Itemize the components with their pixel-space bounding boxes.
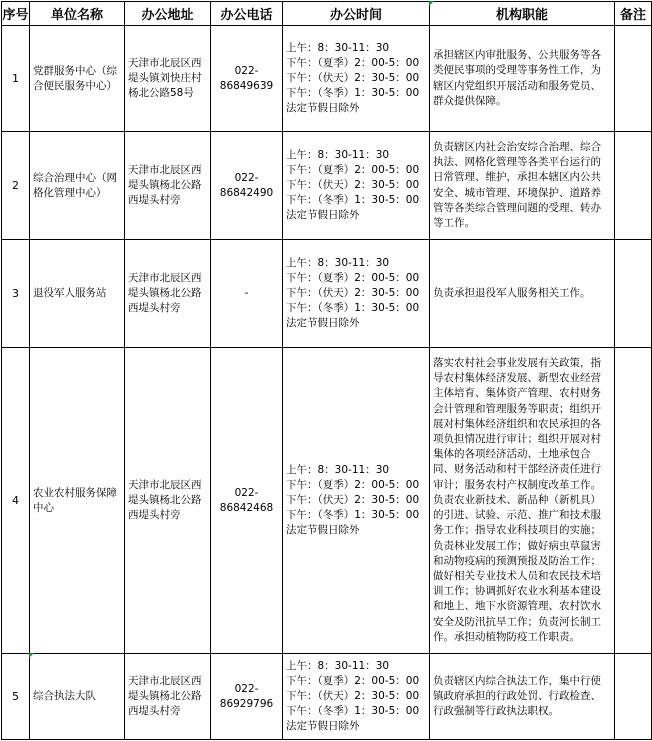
hours-line: 下午：（冬季）1：30-5：00 bbox=[286, 194, 420, 206]
row-remark bbox=[615, 654, 652, 740]
row-phone: - bbox=[211, 240, 283, 348]
hours-line: 下午：（夏季）2：00-5：00 bbox=[286, 57, 420, 69]
hours-line: 下午：（冬季）1：30-5：00 bbox=[286, 87, 420, 99]
row-function: 承担辖区内审批服务、公共服务等各类便民事项的受理等事务性工作，为辖区内党组织开展活动和服务党员、群众提供保障。 bbox=[430, 26, 615, 132]
row-phone: 022-86929796 bbox=[211, 654, 283, 740]
row-phone: 022-86842468 bbox=[211, 348, 283, 654]
header-function: 机构职能 bbox=[430, 2, 615, 26]
row-unit-name: 党群服务中心（综合便民服务中心） bbox=[30, 26, 125, 132]
row-num: 2 bbox=[2, 132, 30, 240]
hours-line: 上午：8：30-11：30 bbox=[286, 149, 390, 161]
row-remark bbox=[615, 348, 652, 654]
row-address: 天津市北辰区西堤头镇杨北公路西堤头村旁 bbox=[125, 654, 211, 740]
header-hours: 办公时间 bbox=[283, 2, 430, 26]
row-num: 1 bbox=[2, 26, 30, 132]
hours-line: 下午：（冬季）1：30-5：00 bbox=[286, 302, 420, 314]
hours-line: 下午：（冬季）1：30-5：00 bbox=[286, 705, 420, 717]
row-hours bbox=[283, 240, 430, 348]
row-phone: 022-86842490 bbox=[211, 132, 283, 240]
hours-line: 下午：（夏季）2：00-5：00 bbox=[286, 272, 420, 284]
header-remark: 备注 bbox=[615, 2, 652, 26]
header-row bbox=[2, 2, 652, 26]
hours-line: 下午：（伏天）2：30-5：00 bbox=[286, 690, 420, 702]
row-address: 天津市北辰区西堤头镇杨北公路西堤头村旁 bbox=[125, 240, 211, 348]
table-row bbox=[2, 348, 652, 654]
table-row bbox=[2, 26, 652, 132]
hours-line: 上午：8：30-11：30 bbox=[286, 42, 390, 54]
hours-line: 下午：（夏季）2：00-5：00 bbox=[286, 479, 420, 491]
header-phone: 办公电话 bbox=[211, 2, 283, 26]
hours-line: 下午：（伏天）2：30-5：00 bbox=[286, 494, 420, 506]
hours-line: 下午：（伏天）2：30-5：00 bbox=[286, 179, 420, 191]
header-num: 序号 bbox=[2, 2, 30, 26]
hours-line: 上午：8：30-11：30 bbox=[286, 257, 390, 269]
row-address: 天津市北辰区西堤头镇刘快庄村杨北公路58号 bbox=[125, 26, 211, 132]
hours-line: 下午：（伏天）2：30-5：00 bbox=[286, 72, 420, 84]
table-row bbox=[2, 240, 652, 348]
hours-line: 下午：（冬季）1：30-5：00 bbox=[286, 509, 420, 521]
hours-line: 下午：（夏季）2：00-5：00 bbox=[286, 164, 420, 176]
row-address: 天津市北辰区西堤头镇杨北公路西堤头村旁 bbox=[125, 348, 211, 654]
row-hours bbox=[283, 348, 430, 654]
header-address: 办公地址 bbox=[125, 2, 211, 26]
row-unit-name: 退役军人服务站 bbox=[30, 240, 125, 348]
row-unit-name: 综合治理中心（网格化管理中心） bbox=[30, 132, 125, 240]
row-remark bbox=[615, 132, 652, 240]
row-hours bbox=[283, 654, 430, 740]
row-remark bbox=[615, 26, 652, 132]
hours-line: 法定节假日除外 bbox=[286, 102, 360, 114]
row-function: 负责承担退役军人服务相关工作。 bbox=[430, 240, 615, 348]
row-remark bbox=[615, 240, 652, 348]
hours-line: 上午：8：30-11：30 bbox=[286, 464, 390, 476]
hours-line: 法定节假日除外 bbox=[286, 209, 360, 221]
hours-line: 法定节假日除外 bbox=[286, 317, 360, 329]
row-function: 负责辖区内综合执法工作，集中行使镇政府承担的行政处罚、行政检查、行政强制等行政执法职权。 bbox=[430, 654, 615, 740]
table-row bbox=[2, 132, 652, 240]
hours-line: 上午：8：30-11：30 bbox=[286, 660, 390, 672]
office-directory-table bbox=[1, 1, 652, 740]
row-function: 负责辖区内社会治安综合治理、综合执法、网格化管理等各类平台运行的日常管理、维护，承担本辖区内公共安全、城市管理、环境保护、道路养管等各类综合管理问题的受理、转办等工作。 bbox=[430, 132, 615, 240]
header-name: 单位名称 bbox=[30, 2, 125, 26]
row-function: 落实农村社会事业发展有关政策，指导农村集体经济发展、新型农业经营主体培育、集体资产管理、农村财务会计管理和管理服务等职责；组织开展对村集体经济组织和农民承担的各项负担情况进行审计；组织开展对村集体的各项经济活动、土地承包合同、财务活动和村干部经济责任进行审计；服务农村产权制度改革工作。负责农业新技术、新品种（新机具）的引进、试验、示范、推广和技术服务工作；指导农业科技项目的实施；负责林业发展工作；做好病虫草鼠害和动物疫病的预测预报及防治工作；做好相关专业技术人员和农民技术培训工作；协调抓好农业水利基本建设和地上、地下水资源管理、农村饮水安全及防汛抗旱工作；负责河长制工作。承担动植物防疫工作职责。 bbox=[430, 348, 615, 654]
hours-line: 下午：（伏天）2：30-5：00 bbox=[286, 287, 420, 299]
row-hours bbox=[283, 26, 430, 132]
row-unit-name: 农业农村服务保障中心 bbox=[30, 348, 125, 654]
row-num: 4 bbox=[2, 348, 30, 654]
row-num: 5 bbox=[2, 654, 30, 740]
row-phone: 022-86849639 bbox=[211, 26, 283, 132]
table-row bbox=[2, 654, 652, 740]
row-hours bbox=[283, 132, 430, 240]
hours-line: 法定节假日除外 bbox=[286, 524, 360, 536]
hours-line: 法定节假日除外 bbox=[286, 720, 360, 732]
hours-line: 下午：（夏季）2：00-5：00 bbox=[286, 675, 420, 687]
row-address: 天津市北辰区西堤头镇杨北公路西堤头村旁 bbox=[125, 132, 211, 240]
row-num: 3 bbox=[2, 240, 30, 348]
row-unit-name: 综合执法大队 bbox=[30, 654, 125, 740]
